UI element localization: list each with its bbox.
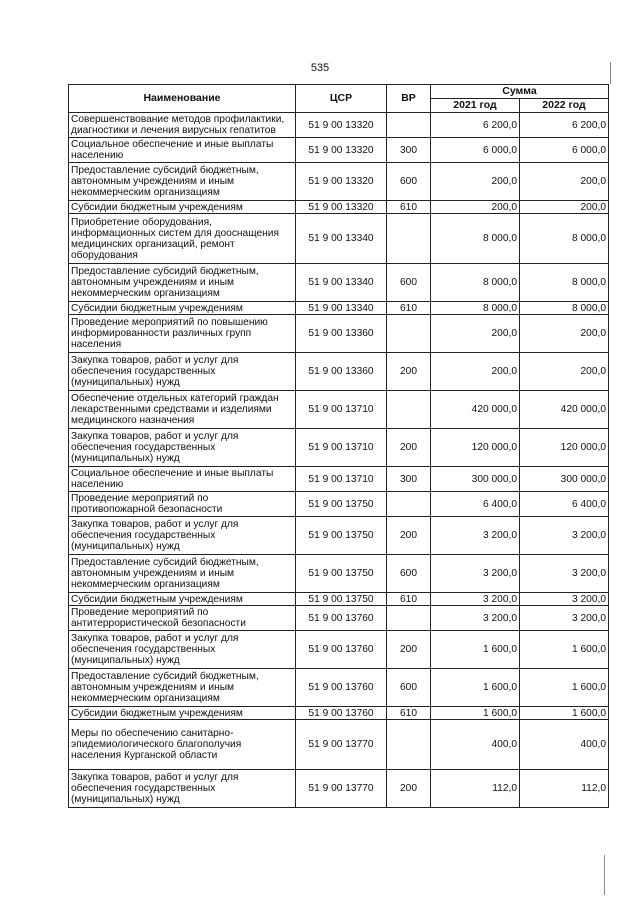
row-sum-2022-cell: 8 000,0 bbox=[520, 214, 609, 264]
table-row bbox=[69, 467, 609, 492]
row-sum-2022-cell: 1 600,0 bbox=[520, 707, 609, 720]
row-sum-2022-cell: 200,0 bbox=[520, 201, 609, 214]
row-sum-2021-cell: 112,0 bbox=[431, 770, 520, 808]
row-vr-cell bbox=[387, 113, 431, 138]
row-name-cell: Социальное обеспечение и иные выплаты населению bbox=[69, 467, 296, 492]
row-csr-cell: 51 9 00 13340 bbox=[296, 214, 387, 264]
row-sum-2022-cell: 112,0 bbox=[520, 770, 609, 808]
row-sum-2021-cell: 200,0 bbox=[431, 163, 520, 201]
row-vr-cell: 300 bbox=[387, 138, 431, 163]
row-name-cell: Предоставление субсидий бюджетным, автономным учреждениям и иным некоммерческим организациям bbox=[69, 264, 296, 302]
row-name-cell: Социальное обеспечение и иные выплаты населению bbox=[69, 138, 296, 163]
page-number: 535 bbox=[310, 62, 330, 74]
row-sum-2022-cell: 200,0 bbox=[520, 163, 609, 201]
table-row bbox=[69, 353, 609, 391]
row-name-cell: Меры по обеспечению санитарно-эпидемиологического благополучия населения Курганской области bbox=[69, 720, 296, 770]
row-csr-cell: 51 9 00 13760 bbox=[296, 707, 387, 720]
table-row bbox=[69, 631, 609, 669]
row-csr-cell: 51 9 00 13710 bbox=[296, 429, 387, 467]
row-csr-cell: 51 9 00 13320 bbox=[296, 113, 387, 138]
table-row bbox=[69, 517, 609, 555]
row-name-cell: Предоставление субсидий бюджетным, автономным учреждениям и иным некоммерческим организациям bbox=[69, 669, 296, 707]
row-sum-2022-cell: 200,0 bbox=[520, 353, 609, 391]
row-name-cell: Закупка товаров, работ и услуг для обеспечения государственных (муниципальных) нужд bbox=[69, 353, 296, 391]
row-sum-2021-cell: 420 000,0 bbox=[431, 391, 520, 429]
row-sum-2021-cell: 6 200,0 bbox=[431, 113, 520, 138]
row-vr-cell: 600 bbox=[387, 669, 431, 707]
row-sum-2022-cell: 1 600,0 bbox=[520, 631, 609, 669]
row-sum-2022-cell: 420 000,0 bbox=[520, 391, 609, 429]
row-name-cell: Закупка товаров, работ и услуг для обеспечения государственных (муниципальных) нужд bbox=[69, 770, 296, 808]
row-vr-cell: 200 bbox=[387, 353, 431, 391]
row-sum-2022-cell: 8 000,0 bbox=[520, 302, 609, 315]
table-row bbox=[69, 593, 609, 606]
table-row bbox=[69, 138, 609, 163]
table-row bbox=[69, 391, 609, 429]
table-row bbox=[69, 315, 609, 353]
header-vr: ВР bbox=[387, 85, 431, 113]
row-sum-2021-cell: 3 200,0 bbox=[431, 593, 520, 606]
row-name-cell: Проведение мероприятий по противопожарной безопасности bbox=[69, 492, 296, 517]
table-row bbox=[69, 492, 609, 517]
row-name-cell: Совершенствование методов профилактики, диагностики и лечения вирусных гепатитов bbox=[69, 113, 296, 138]
table-row bbox=[69, 429, 609, 467]
row-sum-2022-cell: 6 000,0 bbox=[520, 138, 609, 163]
row-csr-cell: 51 9 00 13320 bbox=[296, 138, 387, 163]
row-sum-2022-cell: 400,0 bbox=[520, 720, 609, 770]
row-csr-cell: 51 9 00 13340 bbox=[296, 302, 387, 315]
row-csr-cell: 51 9 00 13320 bbox=[296, 201, 387, 214]
row-csr-cell: 51 9 00 13750 bbox=[296, 492, 387, 517]
row-csr-cell: 51 9 00 13750 bbox=[296, 517, 387, 555]
row-sum-2022-cell: 120 000,0 bbox=[520, 429, 609, 467]
row-vr-cell bbox=[387, 720, 431, 770]
row-vr-cell bbox=[387, 492, 431, 517]
row-csr-cell: 51 9 00 13360 bbox=[296, 353, 387, 391]
row-csr-cell: 51 9 00 13320 bbox=[296, 163, 387, 201]
row-name-cell: Закупка товаров, работ и услуг для обеспечения государственных (муниципальных) нужд bbox=[69, 429, 296, 467]
row-vr-cell bbox=[387, 391, 431, 429]
row-vr-cell: 600 bbox=[387, 555, 431, 593]
row-sum-2021-cell: 1 600,0 bbox=[431, 669, 520, 707]
row-sum-2021-cell: 200,0 bbox=[431, 201, 520, 214]
row-vr-cell bbox=[387, 606, 431, 631]
row-name-cell: Проведение мероприятий по повышению информированности различных групп населения bbox=[69, 315, 296, 353]
row-vr-cell: 610 bbox=[387, 201, 431, 214]
row-vr-cell bbox=[387, 214, 431, 264]
row-csr-cell: 51 9 00 13710 bbox=[296, 467, 387, 492]
header-year-2021: 2021 год bbox=[431, 99, 520, 113]
row-vr-cell: 200 bbox=[387, 517, 431, 555]
row-sum-2021-cell: 3 200,0 bbox=[431, 517, 520, 555]
table-row bbox=[69, 555, 609, 593]
row-sum-2021-cell: 1 600,0 bbox=[431, 631, 520, 669]
row-sum-2021-cell: 120 000,0 bbox=[431, 429, 520, 467]
row-csr-cell: 51 9 00 13360 bbox=[296, 315, 387, 353]
header-sum: Сумма bbox=[431, 85, 609, 99]
row-name-cell: Предоставление субсидий бюджетным, автономным учреждениям и иным некоммерческим организациям bbox=[69, 163, 296, 201]
table-row bbox=[69, 264, 609, 302]
row-csr-cell: 51 9 00 13710 bbox=[296, 391, 387, 429]
row-name-cell: Приобретение оборудования, информационных систем для дооснащения медицинских организаций, ремонт оборудования bbox=[69, 214, 296, 264]
table-row bbox=[69, 163, 609, 201]
table-header bbox=[69, 85, 609, 113]
row-name-cell: Закупка товаров, работ и услуг для обеспечения государственных (муниципальных) нужд bbox=[69, 631, 296, 669]
table-row bbox=[69, 201, 609, 214]
row-sum-2022-cell: 3 200,0 bbox=[520, 606, 609, 631]
row-vr-cell: 610 bbox=[387, 302, 431, 315]
row-csr-cell: 51 9 00 13760 bbox=[296, 669, 387, 707]
row-name-cell: Обеспечение отдельных категорий граждан лекарственными средствами и изделиями медицинского назначения bbox=[69, 391, 296, 429]
header-name: Наименование bbox=[69, 85, 296, 113]
row-name-cell: Субсидии бюджетным учреждениям bbox=[69, 201, 296, 214]
row-sum-2021-cell: 6 400,0 bbox=[431, 492, 520, 517]
table-row bbox=[69, 214, 609, 264]
table-row bbox=[69, 113, 609, 138]
row-csr-cell: 51 9 00 13770 bbox=[296, 770, 387, 808]
row-sum-2022-cell: 3 200,0 bbox=[520, 555, 609, 593]
row-sum-2021-cell: 8 000,0 bbox=[431, 302, 520, 315]
row-sum-2021-cell: 300 000,0 bbox=[431, 467, 520, 492]
row-vr-cell: 200 bbox=[387, 631, 431, 669]
row-csr-cell: 51 9 00 13760 bbox=[296, 631, 387, 669]
row-vr-cell: 600 bbox=[387, 163, 431, 201]
row-name-cell: Предоставление субсидий бюджетным, автономным учреждениям и иным некоммерческим организациям bbox=[69, 555, 296, 593]
row-vr-cell: 200 bbox=[387, 770, 431, 808]
row-sum-2021-cell: 400,0 bbox=[431, 720, 520, 770]
table-row bbox=[69, 707, 609, 720]
table-row bbox=[69, 720, 609, 770]
row-sum-2022-cell: 6 400,0 bbox=[520, 492, 609, 517]
row-name-cell: Субсидии бюджетным учреждениям bbox=[69, 707, 296, 720]
row-csr-cell: 51 9 00 13760 bbox=[296, 606, 387, 631]
row-sum-2021-cell: 6 000,0 bbox=[431, 138, 520, 163]
row-vr-cell: 600 bbox=[387, 264, 431, 302]
budget-table bbox=[68, 84, 609, 808]
table-row bbox=[69, 606, 609, 631]
row-name-cell: Закупка товаров, работ и услуг для обеспечения государственных (муниципальных) нужд bbox=[69, 517, 296, 555]
scan-margin-mark-top bbox=[610, 62, 611, 84]
row-vr-cell: 610 bbox=[387, 593, 431, 606]
row-name-cell: Субсидии бюджетным учреждениям bbox=[69, 593, 296, 606]
row-sum-2022-cell: 6 200,0 bbox=[520, 113, 609, 138]
row-sum-2022-cell: 3 200,0 bbox=[520, 517, 609, 555]
row-vr-cell: 300 bbox=[387, 467, 431, 492]
row-sum-2022-cell: 200,0 bbox=[520, 315, 609, 353]
header-year-2022: 2022 год bbox=[520, 99, 609, 113]
row-sum-2022-cell: 8 000,0 bbox=[520, 264, 609, 302]
scan-margin-mark-bottom bbox=[604, 855, 605, 895]
table-row bbox=[69, 302, 609, 315]
row-vr-cell: 610 bbox=[387, 707, 431, 720]
row-vr-cell bbox=[387, 315, 431, 353]
row-csr-cell: 51 9 00 13340 bbox=[296, 264, 387, 302]
row-sum-2021-cell: 8 000,0 bbox=[431, 264, 520, 302]
table-row bbox=[69, 770, 609, 808]
row-sum-2021-cell: 200,0 bbox=[431, 353, 520, 391]
row-csr-cell: 51 9 00 13750 bbox=[296, 593, 387, 606]
row-sum-2021-cell: 8 000,0 bbox=[431, 214, 520, 264]
row-sum-2021-cell: 3 200,0 bbox=[431, 555, 520, 593]
row-sum-2022-cell: 300 000,0 bbox=[520, 467, 609, 492]
row-vr-cell: 200 bbox=[387, 429, 431, 467]
row-name-cell: Проведение мероприятий по антитеррористической безопасности bbox=[69, 606, 296, 631]
row-sum-2021-cell: 200,0 bbox=[431, 315, 520, 353]
row-name-cell: Субсидии бюджетным учреждениям bbox=[69, 302, 296, 315]
row-sum-2021-cell: 3 200,0 bbox=[431, 606, 520, 631]
row-csr-cell: 51 9 00 13750 bbox=[296, 555, 387, 593]
row-sum-2021-cell: 1 600,0 bbox=[431, 707, 520, 720]
table-row bbox=[69, 669, 609, 707]
table-body bbox=[69, 113, 609, 808]
row-sum-2022-cell: 1 600,0 bbox=[520, 669, 609, 707]
row-sum-2022-cell: 3 200,0 bbox=[520, 593, 609, 606]
header-csr: ЦСР bbox=[296, 85, 387, 113]
row-csr-cell: 51 9 00 13770 bbox=[296, 720, 387, 770]
